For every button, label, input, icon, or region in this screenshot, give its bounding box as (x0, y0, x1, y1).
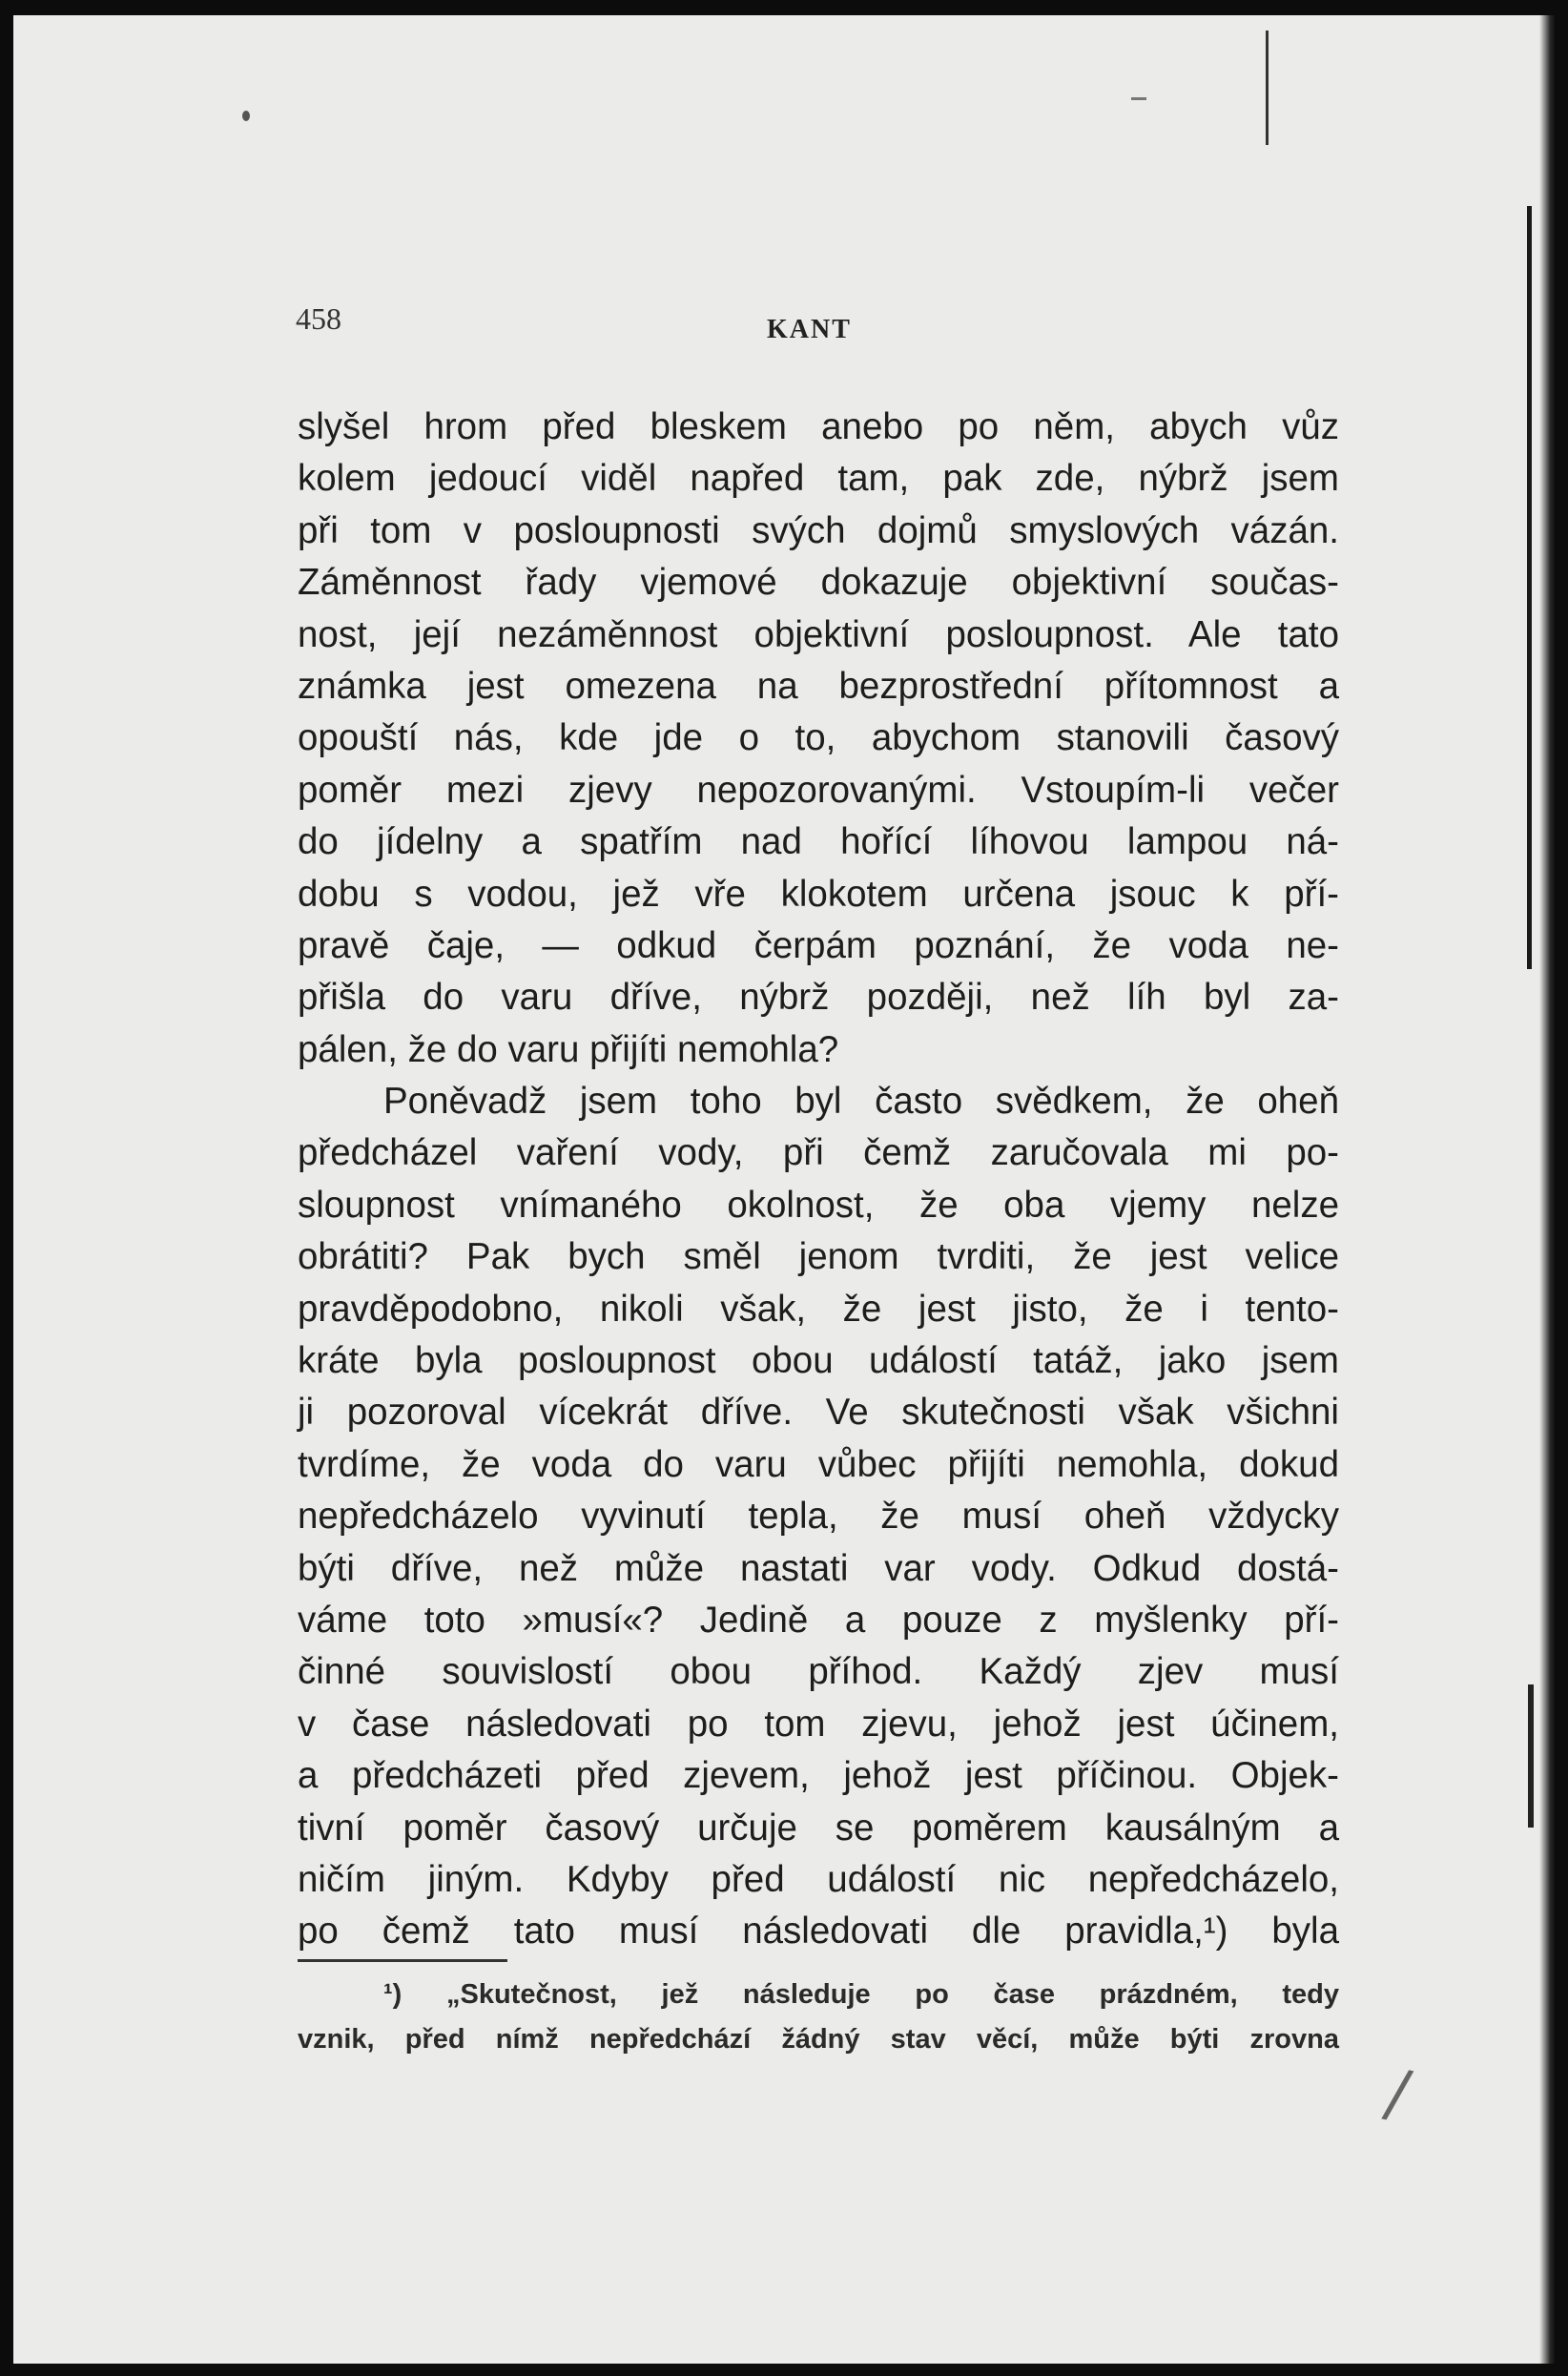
text-line: předcházel vaření vody, při čemž zaručovala mi po- (298, 1132, 1339, 1174)
text-line: opouští nás, kde jde o to, abychom stanovili časový (298, 717, 1339, 759)
stray-tick (1266, 31, 1269, 145)
text-line: nost, její nezáměnnost objektivní posloupnost. Ale tato (298, 613, 1339, 655)
text-line: pravě čaje, — odkud čerpám poznání, že voda ne- (298, 924, 1339, 966)
text-line: tvrdíme, že voda do varu vůbec přijíti nemohla, dokud (298, 1443, 1339, 1485)
footnote-rule (298, 1959, 507, 1962)
stray-dash (1131, 97, 1146, 100)
text-line: poměr mezi zjevy nepozorovanými. Vstoupím-li večer (298, 769, 1339, 811)
text-line: do jídelny a spatřím nad hořící líhovou lampou ná- (298, 821, 1339, 863)
book-page (13, 15, 1555, 2364)
text-line: a předcházeti před zjevem, jehož jest příčinou. Objek- (298, 1755, 1339, 1797)
footnote-line: vznik, před nímž nepředchází žádný stav věcí, může býti zrovna (298, 2024, 1339, 2055)
text-line: v čase následovati po tom zjevu, jehož jest účinem, (298, 1703, 1339, 1745)
text-line: přišla do varu dříve, nýbrž později, než líh byl za- (298, 977, 1339, 1019)
text-line: ničím jiným. Kdyby před událostí nic nepředcházelo, (298, 1858, 1339, 1900)
text-line: pálen, že do varu přijíti nemohla? (298, 1028, 839, 1070)
text-line: Poněvadž jsem toho byl často svědkem, že oheň (383, 1081, 1339, 1123)
footnote (298, 1973, 1339, 2062)
text-line: známka jest omezena na bezprostřední přítomnost a (298, 665, 1339, 707)
page-header (13, 301, 1555, 359)
text-line: ji pozoroval vícekrát dříve. Ve skutečnosti však všichni (298, 1392, 1339, 1434)
text-line: dobu s vodou, jež vře klokotem určena jsouc k pří- (298, 873, 1339, 915)
binding-edge-mark-lower (1528, 1684, 1534, 1828)
text-line: činné souvislostí obou příhod. Každý zjev musí (298, 1651, 1339, 1693)
text-line: pravděpodobno, nikoli však, že jest jisto, že i tento- (298, 1288, 1339, 1330)
page-number: 458 (296, 301, 341, 336)
text-line: kolem jedoucí viděl napřed tam, pak zde, nýbrž jsem (298, 458, 1339, 500)
stray-dot (242, 111, 250, 121)
text-line: slyšel hrom před bleskem anebo po něm, abych vůz (298, 406, 1339, 447)
footnote-line: ¹) „Skutečnost, jež následuje po čase prázdném, tedy (383, 1979, 1339, 2010)
text-line: obrátiti? Pak bych směl jenom tvrditi, že jest velice (298, 1236, 1339, 1278)
margin-pencil-mark: / (1379, 2055, 1416, 2134)
text-line: Záměnnost řady vjemové dokazuje objektivní součas- (298, 562, 1339, 604)
text-line: býti dříve, než může nastati var vody. Odkud dostá- (298, 1547, 1339, 1589)
text-line: při tom v posloupnosti svých dojmů smyslových vázán. (298, 509, 1339, 551)
paragraph (298, 402, 1339, 1076)
running-head: KANT (767, 315, 852, 344)
page-edge-shadow (1539, 15, 1555, 2364)
text-line: sloupnost vnímaného okolnost, že oba vjemy nelze (298, 1184, 1339, 1226)
text-line: kráte byla posloupnost obou událostí tatáž, jako jsem (298, 1340, 1339, 1382)
paragraph (298, 1076, 1339, 1958)
text-line: váme toto »musí«? Jedině a pouze z myšlenky pří- (298, 1599, 1339, 1641)
text-line: tivní poměr časový určuje se poměrem kausálným a (298, 1807, 1339, 1849)
text-line: nepředcházelo vyvinutí tepla, že musí oheň vždycky (298, 1496, 1339, 1538)
body-text (298, 402, 1339, 1958)
text-line: po čemž tato musí následovati dle pravidla,¹) byla (298, 1911, 1339, 1952)
